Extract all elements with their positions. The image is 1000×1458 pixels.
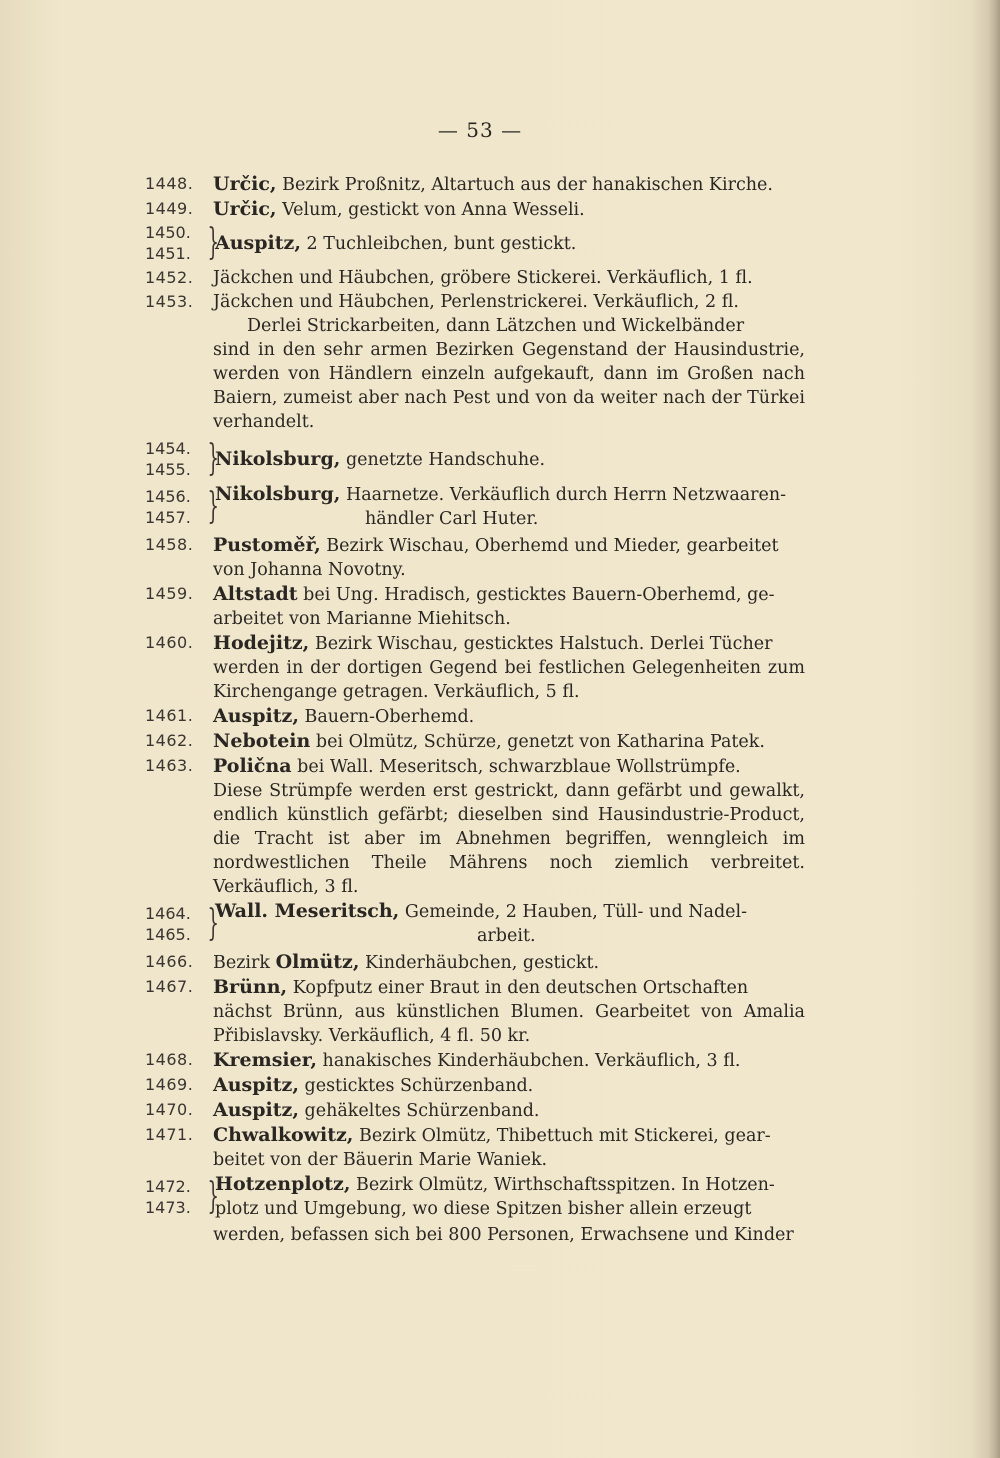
entry-1450-1451 bbox=[145, 222, 805, 264]
brace: } bbox=[207, 1175, 219, 1217]
entry-number: 1473. bbox=[145, 1197, 191, 1217]
entry-1460 bbox=[145, 631, 805, 656]
entry-number: 1461. bbox=[145, 706, 194, 725]
entry-text: gehäkeltes Schürzenband. bbox=[304, 1101, 540, 1121]
place-name: Chwalkowitz, bbox=[213, 1124, 354, 1146]
entry-1466 bbox=[145, 950, 805, 975]
entry-number: 1452. bbox=[145, 268, 194, 287]
entry-number: 1453. bbox=[145, 292, 194, 311]
entry-text: Bezirk Olmütz, Thibettuch mit Stickerei, gear- bbox=[359, 1126, 771, 1146]
catalog-text bbox=[145, 172, 805, 1247]
entry-number: 1471. bbox=[145, 1125, 194, 1144]
entry-number: 1464. bbox=[145, 903, 191, 923]
entry-continuation: werden, befassen sich bei 800 Personen, Erwachsene und Kinder bbox=[213, 1225, 794, 1245]
brace: } bbox=[207, 438, 219, 479]
place-name: Wall. Meseritsch, bbox=[215, 900, 400, 922]
entry-number: 1454. bbox=[145, 439, 191, 458]
entry-1452 bbox=[145, 266, 805, 290]
place-name: Olmütz, bbox=[275, 951, 360, 973]
place-name: Auspitz, bbox=[215, 231, 301, 254]
brace: } bbox=[207, 222, 219, 263]
entry-number: 1465. bbox=[145, 924, 191, 944]
place-name: Auspitz, bbox=[213, 1074, 299, 1096]
entry-text: Bezirk Wischau, gesticktes Halstuch. Derlei Tücher bbox=[314, 634, 773, 654]
entry-text: genetzte Handschuhe. bbox=[345, 449, 546, 470]
entry-text-2: plotz und Umgebung, wo diese Spitzen bisher allein erzeugt bbox=[215, 1199, 752, 1219]
entry-continuation: von Johanna Novotny. bbox=[213, 560, 406, 580]
place-name: Hotzenplotz, bbox=[215, 1173, 351, 1195]
entry-text: Jäckchen und Häubchen, Perlenstrickerei. Verkäuflich, 2 fl. bbox=[213, 292, 739, 312]
entry-number: 1462. bbox=[145, 731, 194, 750]
entry-continuation: nächst Brünn, aus künstlichen Blumen. Gearbeitet von Amalia Přibislavsky. Verkäuflich, 4 fl. 50 kr. bbox=[213, 1002, 805, 1046]
entry-text: Haarnetze. Verkäuflich durch Herrn Netzwaaren- bbox=[345, 485, 787, 505]
entry-number: 1469. bbox=[145, 1075, 194, 1094]
entry-text: 2 Tuchleibchen, bunt gestickt. bbox=[306, 233, 577, 254]
entry-number: 1463. bbox=[145, 756, 194, 775]
place-name: Altstadt bbox=[213, 583, 298, 605]
entry-1461 bbox=[145, 704, 805, 729]
entry-text: Kopfputz einer Braut in den deutschen Ortschaften bbox=[292, 978, 749, 998]
entry-1471 bbox=[145, 1123, 805, 1148]
entry-number: 1460. bbox=[145, 633, 194, 652]
entry-1468 bbox=[145, 1048, 805, 1073]
entry-continuation: werden in der dortigen Gegend bei festlichen Gelegenheiten zum Kirchengange getragen. Verkäuflich, 5 fl. bbox=[213, 658, 805, 702]
entry-1469 bbox=[145, 1073, 805, 1098]
place-name: Určic, bbox=[213, 173, 277, 195]
entry-1449 bbox=[145, 197, 805, 222]
entry-text: hanakisches Kinderhäubchen. Verkäuflich, 3 fl. bbox=[322, 1051, 741, 1071]
entry-text: Jäckchen und Häubchen, gröbere Stickerei. Verkäuflich, 1 fl. bbox=[213, 268, 753, 288]
entry-number: 1455. bbox=[145, 460, 191, 479]
place-name: Určic, bbox=[213, 198, 277, 220]
entry-1472-1473 bbox=[145, 1172, 805, 1221]
entry-1464-1465 bbox=[145, 899, 805, 948]
place-name: Hodejitz, bbox=[213, 632, 310, 654]
page-number: — 53 — bbox=[437, 118, 523, 142]
entry-number: 1466. bbox=[145, 952, 194, 971]
place-name: Auspitz, bbox=[213, 705, 299, 727]
entry-1454-1455 bbox=[145, 438, 805, 480]
entry-number: 1467. bbox=[145, 977, 194, 996]
entry-text-2: arbeit. bbox=[477, 926, 536, 946]
place-name: Auspitz, bbox=[213, 1099, 299, 1121]
brace: } bbox=[207, 485, 219, 527]
entry-1453 bbox=[145, 290, 805, 314]
entry-1459 bbox=[145, 582, 805, 607]
entry-text: Velum, gestickt von Anna Wesseli. bbox=[282, 200, 585, 220]
entry-number: 1451. bbox=[145, 244, 191, 263]
entry-text: Gemeinde, 2 Hauben, Tüll- und Nadel- bbox=[404, 902, 748, 922]
entry-number: 1448. bbox=[145, 174, 194, 193]
entry-note: sind in den sehr armen Bezirken Gegenstand der Hausindustrie, werden von Händlern einzeln aufgekauft, dann im Großen nach Baiern, zumeist aber nach Pest und von da weiter nach der Türkei verhandelt. bbox=[213, 340, 805, 432]
entry-1456-1457 bbox=[145, 482, 805, 531]
entry-note-first: Derlei Strickarbeiten, dann Lätzchen und Wickelbänder bbox=[247, 316, 745, 336]
entry-number: 1449. bbox=[145, 199, 194, 218]
place-name: Kremsier, bbox=[213, 1049, 317, 1071]
entry-number: 1468. bbox=[145, 1050, 194, 1069]
entry-number: 1457. bbox=[145, 507, 191, 527]
page-edge bbox=[988, 0, 1000, 1458]
entry-number: 1459. bbox=[145, 584, 194, 603]
entry-text: gesticktes Schürzenband. bbox=[304, 1076, 534, 1096]
entry-text: bei Olmütz, Schürze, genetzt von Katharina Patek. bbox=[315, 732, 765, 752]
entry-1458 bbox=[145, 533, 805, 558]
entry-1448 bbox=[145, 172, 805, 197]
entry-text: bei Wall. Meseritsch, schwarzblaue Wollstrümpfe. bbox=[297, 757, 741, 777]
entry-number: 1472. bbox=[145, 1176, 191, 1196]
place-name: Brünn, bbox=[213, 976, 288, 998]
entry-1463 bbox=[145, 754, 805, 779]
entry-continuation: arbeitet von Marianne Miehitsch. bbox=[213, 609, 511, 629]
entry-number: 1470. bbox=[145, 1100, 194, 1119]
entry-number: 1450. bbox=[145, 223, 191, 242]
entry-text: Bauern-Oberhemd. bbox=[304, 707, 475, 727]
place-name: Polična bbox=[213, 755, 292, 777]
entry-text: Kinderhäubchen, gestickt. bbox=[365, 953, 600, 973]
entry-number: 1456. bbox=[145, 486, 191, 506]
entry-1462 bbox=[145, 729, 805, 754]
entry-number: 1458. bbox=[145, 535, 194, 554]
place-name: Nikolsburg, bbox=[215, 483, 341, 505]
entry-text-2: händler Carl Huter. bbox=[365, 509, 539, 529]
brace: } bbox=[207, 902, 219, 944]
entry-continuation: beitet von der Bäuerin Marie Waniek. bbox=[213, 1150, 548, 1170]
place-name: Nikolsburg, bbox=[215, 447, 341, 470]
entry-text: Bezirk Wischau, Oberhemd und Mieder, gearbeitet bbox=[326, 536, 779, 556]
entry-text: Bezirk Proßnitz, Altartuch aus der hanakischen Kirche. bbox=[282, 175, 773, 195]
entry-1470 bbox=[145, 1098, 805, 1123]
place-name: Nebotein bbox=[213, 730, 311, 752]
entry-1467 bbox=[145, 975, 805, 1000]
entry-continuation: Diese Strümpfe werden erst gestrickt, dann gefärbt und gewalkt, endlich künstlich gefärbt; dieselben sind Hausindustrie-Product, die Tracht ist aber im Abnehmen begriffen, wenngleich im nordwestlichen Theile Mährens noch ziemlich verbreitet. Verkäuflich, 3 fl. bbox=[213, 781, 805, 897]
entry-text: bei Ung. Hradisch, gesticktes Bauern-Oberhemd, ge- bbox=[303, 585, 775, 605]
entry-text: Bezirk Olmütz, Wirthschaftsspitzen. In Hotzen- bbox=[356, 1175, 775, 1195]
entry-prefix: Bezirk bbox=[213, 953, 271, 973]
place-name: Pustoměř, bbox=[213, 534, 321, 556]
